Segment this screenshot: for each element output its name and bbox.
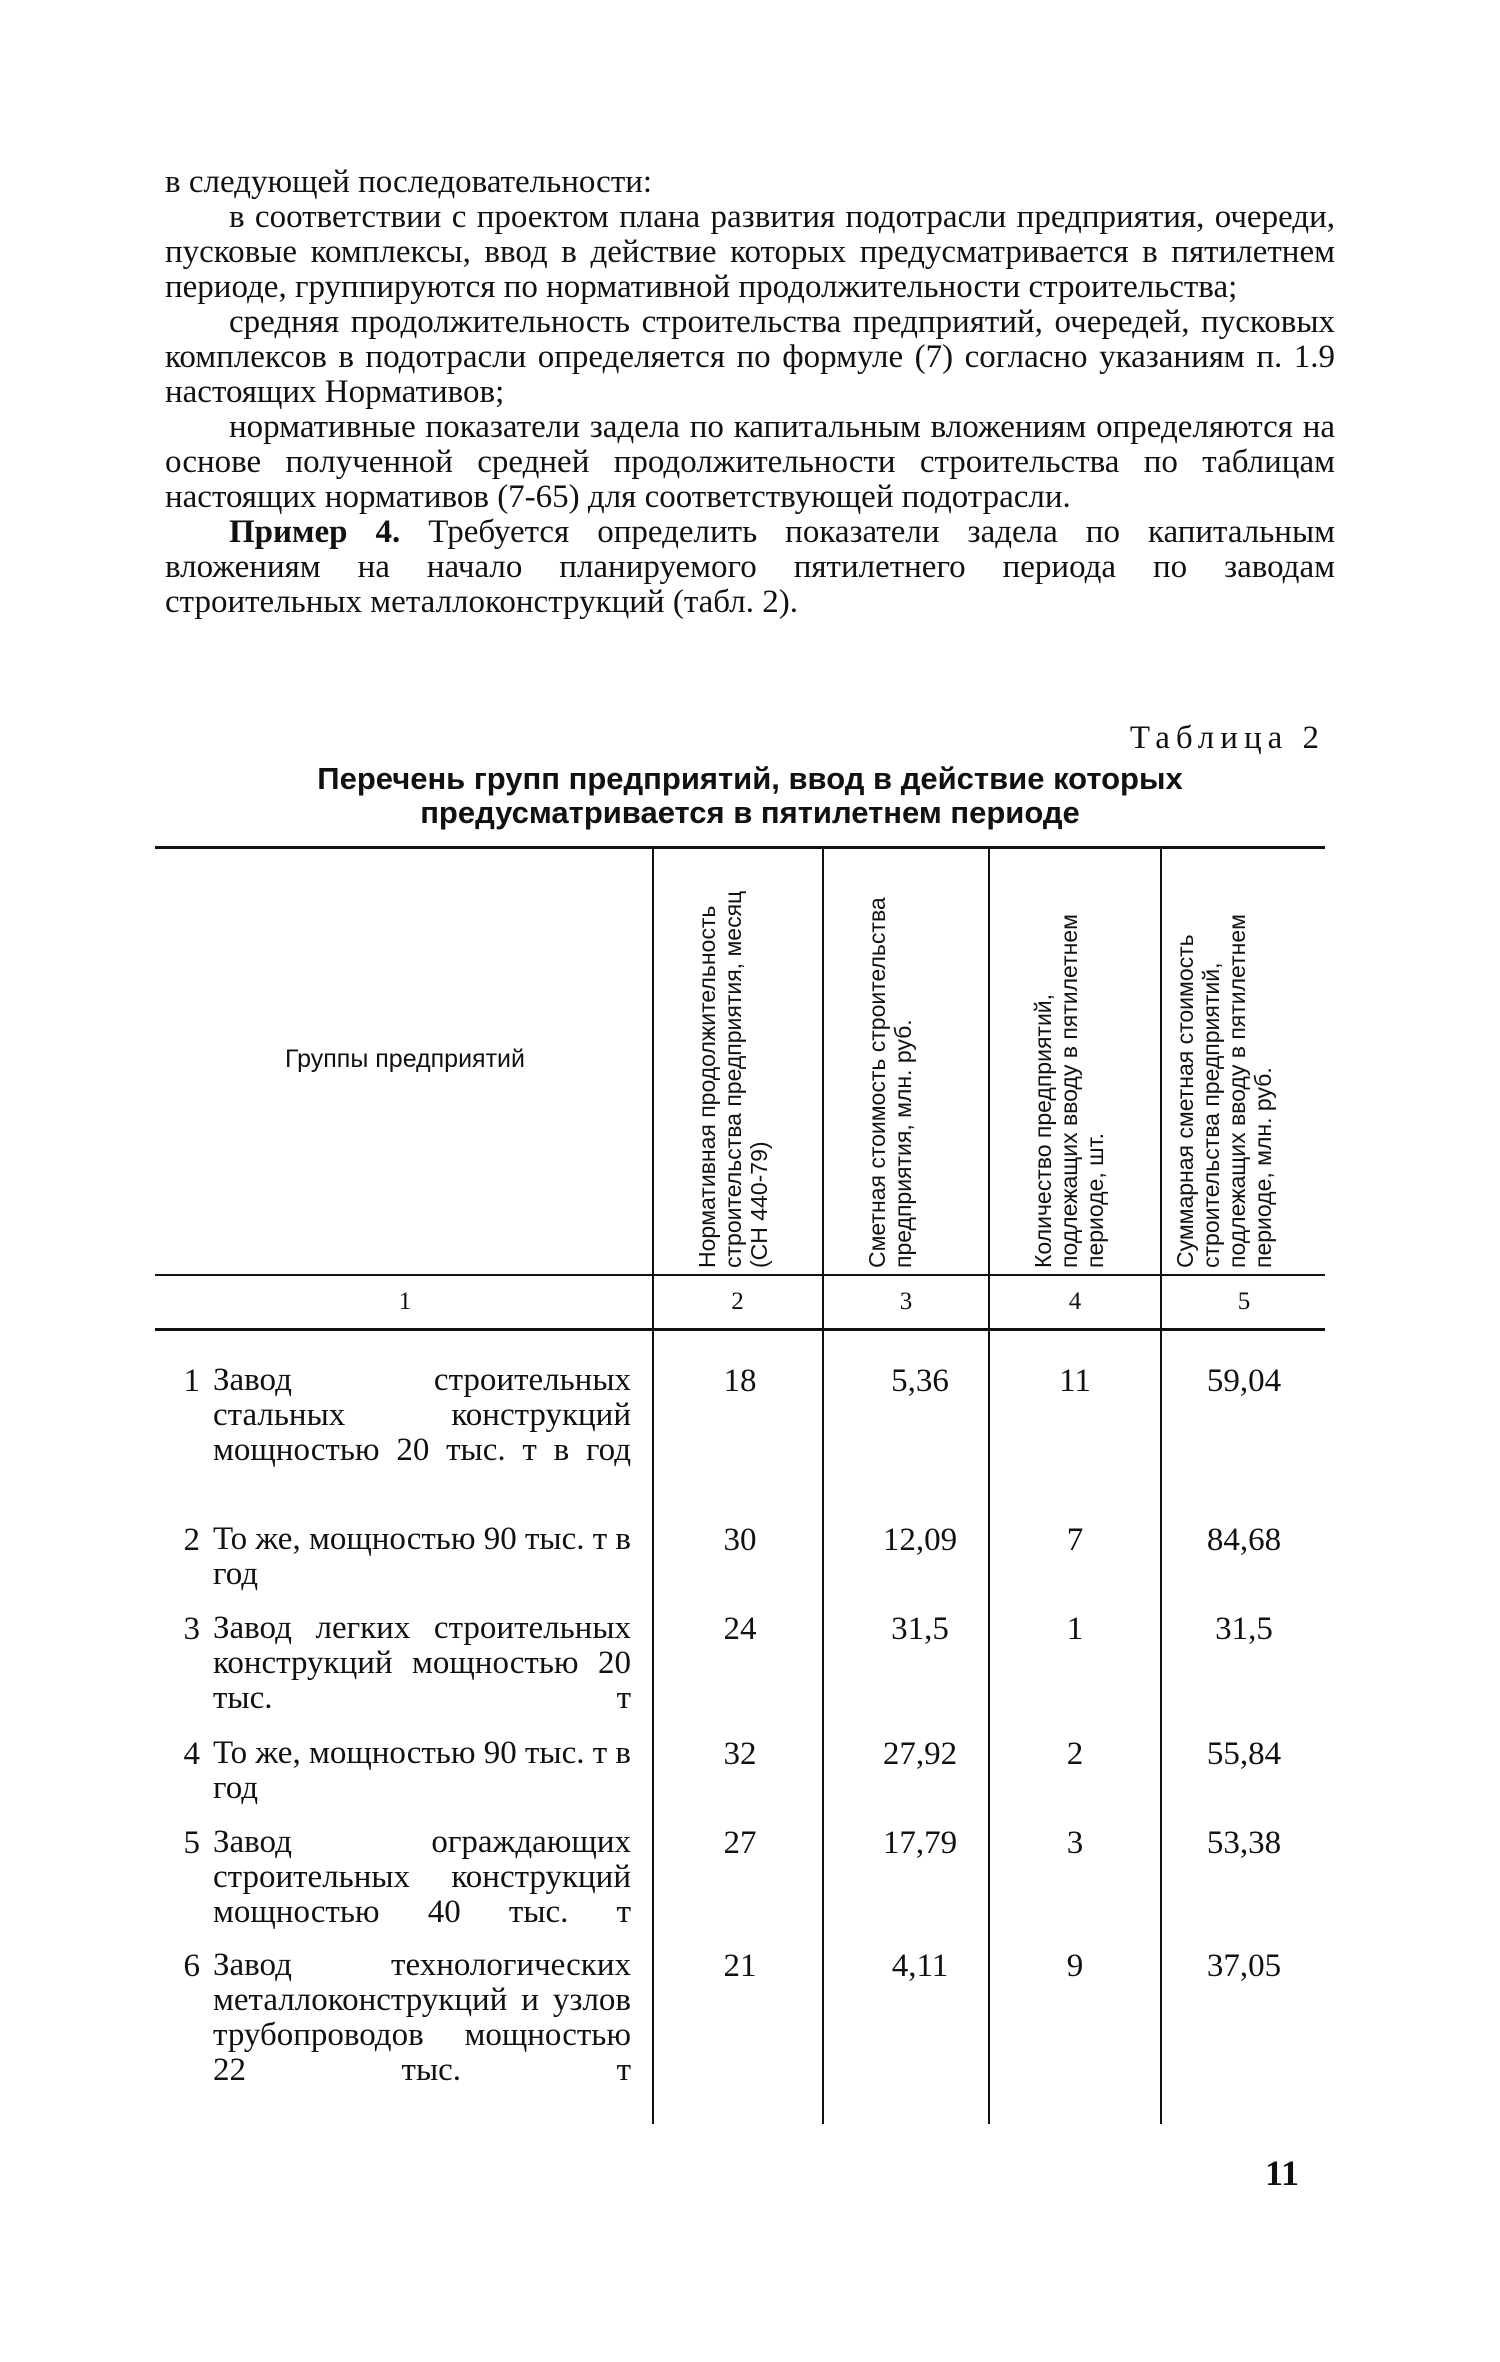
row-name: То же, мощностью 90 тыс. т в год [213,1521,631,1592]
header-cost: Сметная стоимость строительства предприятия, млн. руб. [864,897,916,1268]
table-top-rule [155,846,1325,849]
row-count: 7 [1066,1522,1084,1558]
header-col-4 [1030,858,1140,1268]
example-text: Требуется определить показатели задела по капитальным вложениям на начало планируемого пятилетнего периода по заводам строительных металлоконструкций (табл. 2). [165,514,1336,620]
row-name: Завод технологических металлоконструкций и узлов трубопроводов мощностью 22 тыс. т [213,1947,631,2088]
table-title-line-2: предусматривается в пятилетнем периоде [420,795,1080,830]
row-duration: 27 [723,1825,757,1861]
numbers-rule [155,1328,1325,1331]
row-count: 3 [1066,1825,1084,1861]
page-number: 11 [1265,2153,1300,2193]
col-number-2: 2 [731,1288,744,1315]
row-total: 37,05 [1206,1948,1282,1984]
row-name: То же, мощностью 90 тыс. т в год [213,1735,631,1806]
col-number-1: 1 [398,1288,412,1315]
row-duration: 18 [723,1363,757,1399]
table-title-line-1: Перечень групп предприятий, ввод в действие которых [317,761,1183,796]
table-label: Таблица 2 [1129,720,1325,756]
row-cost: 27,92 [882,1736,958,1772]
row-total: 55,84 [1206,1736,1282,1772]
row-name: Завод строительных стальных конструкций мощностью 20 тыс. т в год [213,1362,631,1468]
row-duration: 32 [723,1736,757,1772]
column-divider [1160,849,1162,2124]
column-divider [988,849,990,2124]
row-duration: 24 [723,1611,757,1647]
column-divider [652,849,654,2124]
row-cost: 31,5 [891,1611,949,1647]
row-name: Завод ограждающих строительных конструкций мощностью 40 тыс. т [213,1824,631,1930]
header-rule [155,1274,1325,1276]
col-number-5: 5 [1237,1288,1251,1315]
row-count: 9 [1066,1948,1084,1984]
row-count: 2 [1066,1736,1084,1772]
intro-paragraph-2: средняя продолжительность строительства предприятий, очередей, пусковых комплексов в подотрасли определяется по формуле (7) согласно указаниям п. 1.9 настоящих Нормативов; [165,304,1335,410]
row-cost: 4,11 [891,1948,949,1984]
row-cost: 5,36 [891,1363,949,1399]
row-number: 2 [183,1522,200,1558]
intro-paragraph-3: нормативные показатели задела по капитальным вложениям определяются на основе полученной средней продолжительности строительства по таблицам настоящих нормативов (7-65) для соответствующей подотрасли. [165,409,1335,515]
col-number-4: 4 [1068,1288,1082,1315]
row-total: 59,04 [1206,1363,1282,1399]
intro-text [165,165,1335,620]
row-number: 6 [183,1948,200,1984]
row-number: 4 [183,1736,200,1772]
header-col-5 [1172,858,1312,1268]
row-duration: 21 [723,1948,757,1984]
col-number-3: 3 [899,1288,913,1315]
header-col-3 [864,858,974,1268]
example-label: Пример 4. [229,514,401,550]
row-number: 5 [183,1825,200,1861]
header-total: Суммарная сметная стоимость строительства предприятий, подлежащих вводу в пятилетнем периоде, млн. руб. [1172,914,1276,1268]
intro-line: в следующей последовательности: [165,164,653,200]
row-duration: 30 [723,1522,757,1558]
row-number: 3 [183,1611,200,1647]
header-col-2 [694,858,804,1268]
row-number: 1 [183,1363,200,1399]
intro-paragraph-1: в соответствии с проектом плана развития подотрасли предприятия, очереди, пусковые комплексы, ввод в действие которых предусматривается в пятилетнем периоде, группируются по нормативной продолжительности строительства; [165,199,1335,305]
row-cost: 17,79 [882,1825,958,1861]
header-groups: Группы предприятий [285,1045,525,1073]
column-divider [822,849,824,2124]
row-total: 53,38 [1206,1825,1282,1861]
header-count: Количество предприятий, подлежащих вводу в пятилетнем периоде, шт. [1030,914,1108,1268]
table-title [200,762,1300,830]
row-count: 11 [1059,1363,1091,1399]
row-name: Завод легких строительных конструкций мощностью 20 тыс. т [213,1610,631,1716]
header-duration: Нормативная продолжительность строительства предприятия, месяц (СН 440-79) [694,890,772,1268]
row-total: 31,5 [1215,1611,1273,1647]
example-paragraph [165,515,1335,620]
row-total: 84,68 [1206,1522,1282,1558]
row-cost: 12,09 [882,1522,958,1558]
row-count: 1 [1066,1611,1084,1647]
